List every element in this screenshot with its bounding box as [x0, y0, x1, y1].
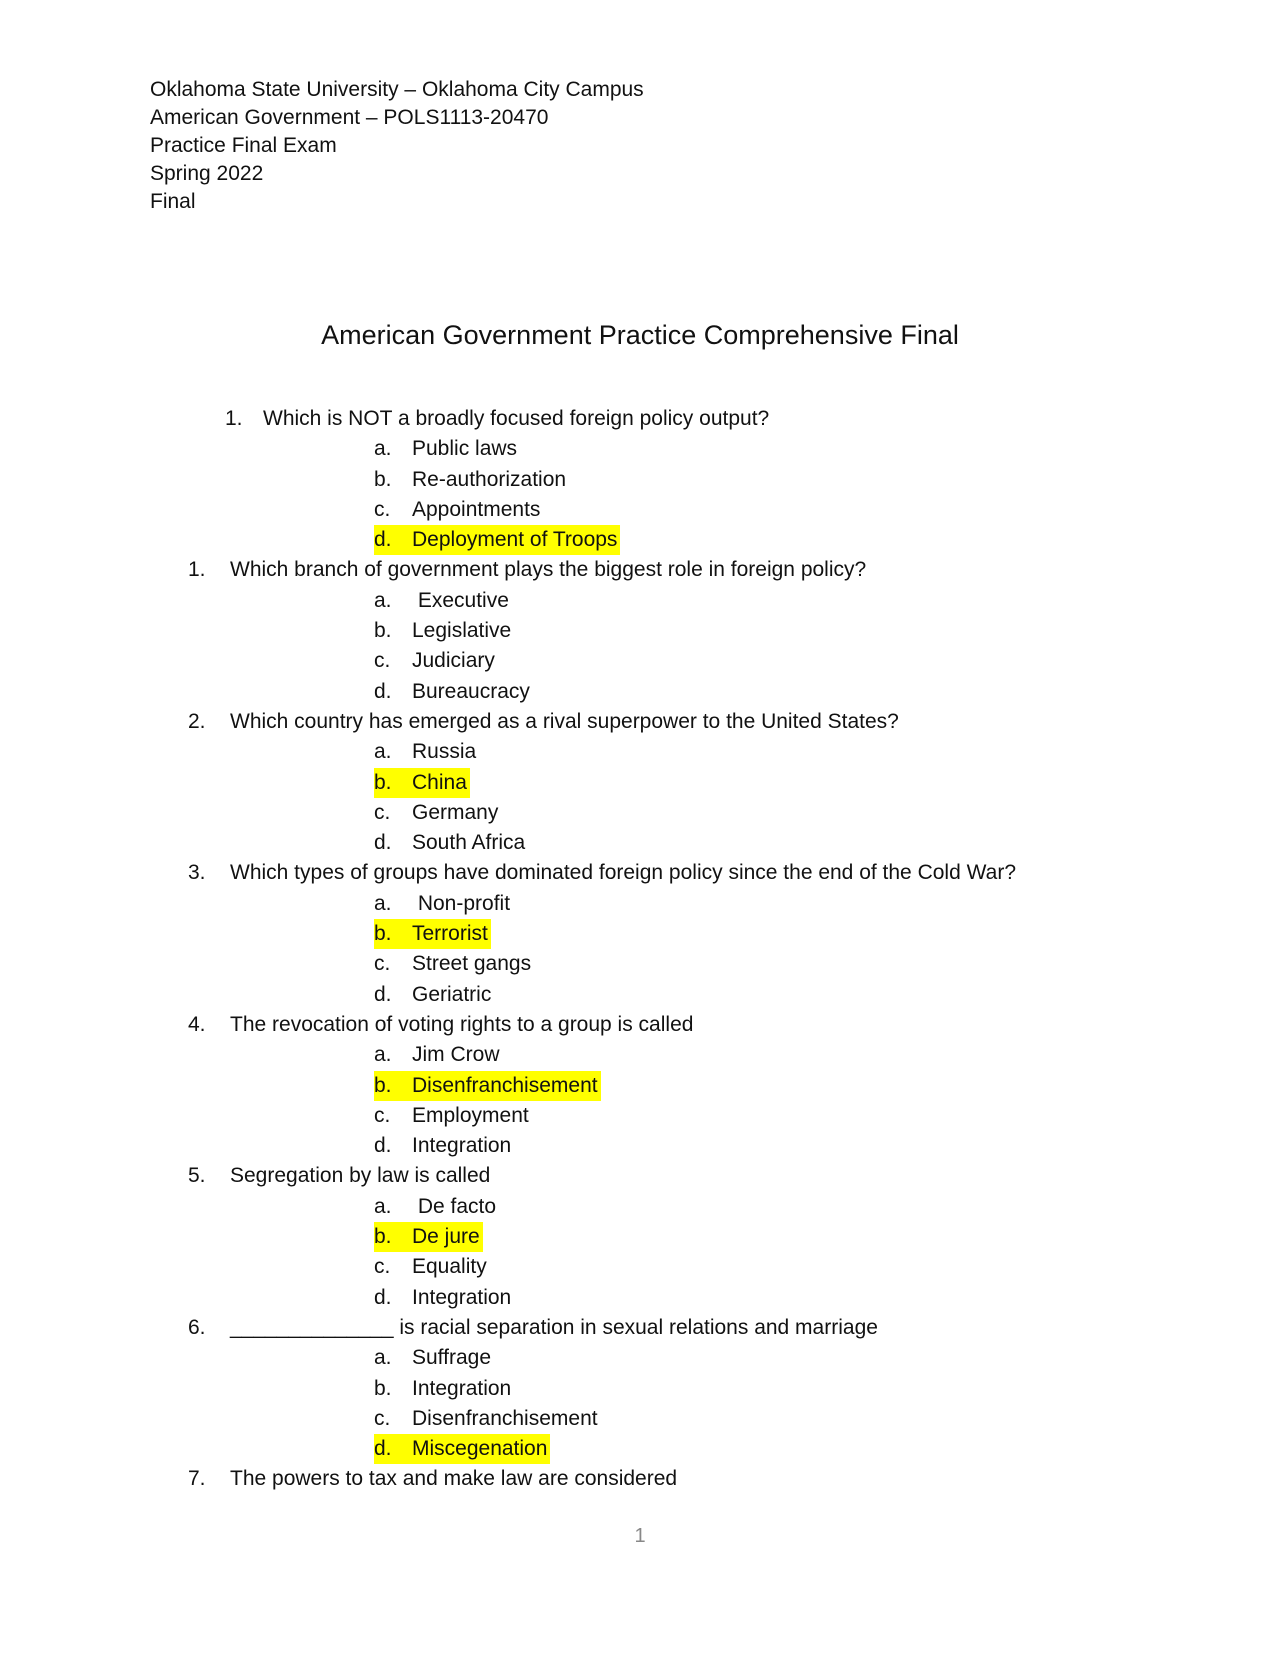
question-text: Which country has emerged as a rival superpower to the United States? — [230, 709, 899, 733]
answer-option-highlighted — [374, 525, 620, 555]
option-text: Integration — [412, 1134, 512, 1158]
option-text: Integration — [412, 1285, 512, 1309]
question-text: The powers to tax and make law are considered — [230, 1467, 678, 1491]
answer-option-row — [0, 919, 1280, 949]
option-text: Public laws — [412, 437, 518, 461]
question-item — [0, 1313, 1280, 1343]
option-text: Integration — [412, 1376, 512, 1400]
answer-option — [374, 434, 520, 464]
answer-option — [374, 646, 498, 676]
option-letter: b. — [374, 1376, 392, 1400]
header-term: Spring 2022 — [150, 162, 264, 185]
option-letter: a. — [374, 437, 392, 461]
question-number: 4. — [188, 1012, 206, 1036]
answer-option — [374, 465, 569, 495]
option-text: Appointments — [412, 497, 541, 521]
option-text: Employment — [412, 1103, 529, 1127]
answer-option-row — [0, 1283, 1280, 1313]
option-letter: a. — [374, 1043, 392, 1067]
question-text: Which branch of government plays the biggest role in foreign policy? — [230, 558, 867, 582]
answer-option-row — [0, 1040, 1280, 1070]
option-letter: d. — [374, 528, 392, 552]
answer-option-row — [0, 768, 1280, 798]
question-text: Which is NOT a broadly focused foreign policy output? — [263, 407, 770, 430]
answer-option-row — [0, 1192, 1280, 1222]
option-text: Germany — [412, 800, 499, 824]
question-text: Segregation by law is called — [230, 1164, 491, 1188]
answer-option-row — [0, 798, 1280, 828]
question-item — [0, 404, 1280, 434]
option-text: Bureaucracy — [412, 679, 530, 703]
answer-option-row — [0, 646, 1280, 676]
answer-option — [374, 1283, 514, 1313]
answer-option-row — [0, 465, 1280, 495]
answer-option — [374, 1040, 503, 1070]
answer-option-row — [0, 980, 1280, 1010]
question-item — [0, 707, 1280, 737]
option-letter: c. — [374, 1103, 391, 1127]
answer-option — [374, 737, 479, 767]
answer-option — [374, 1131, 514, 1161]
question-list — [0, 404, 1280, 1495]
header-institution: Oklahoma State University – Oklahoma City Campus — [150, 78, 644, 101]
option-text: Legislative — [412, 619, 512, 643]
answer-option — [374, 495, 543, 525]
question-text: The revocation of voting rights to a group is called — [230, 1012, 694, 1036]
option-letter: d. — [374, 1285, 392, 1309]
option-text: De jure — [412, 1225, 480, 1249]
answer-option-row — [0, 616, 1280, 646]
answer-option — [374, 980, 494, 1010]
answer-option-highlighted — [374, 768, 470, 798]
answer-option — [374, 828, 528, 858]
option-text: Re-authorization — [412, 467, 567, 491]
answer-option-row — [0, 1101, 1280, 1131]
option-letter: c. — [374, 497, 391, 521]
answer-option-row — [0, 525, 1280, 555]
answer-option-row — [0, 1374, 1280, 1404]
header-course: American Government – POLS1113-20470 — [150, 106, 549, 129]
question-text: ______________ is racial separation in sexual relations and marriage — [230, 1315, 878, 1339]
option-text: Judiciary — [412, 649, 495, 673]
question-number: 6. — [188, 1315, 206, 1339]
answer-option-row — [0, 889, 1280, 919]
answer-option — [374, 616, 514, 646]
option-text: Russia — [412, 740, 477, 764]
answer-option-row — [0, 1404, 1280, 1434]
answer-option-highlighted — [374, 1222, 483, 1252]
answer-option-row — [0, 1222, 1280, 1252]
page-number: 1 — [634, 1525, 646, 1547]
option-letter: a. — [374, 588, 392, 612]
option-letter: c. — [374, 649, 391, 673]
answer-option-row — [0, 586, 1280, 616]
answer-option-highlighted — [374, 1071, 601, 1101]
option-text: Disenfranchisement — [412, 1406, 598, 1430]
option-letter: d. — [374, 1437, 392, 1461]
document-title: American Government Practice Comprehensive Final — [321, 320, 959, 350]
answer-option — [374, 1404, 601, 1434]
option-letter: d. — [374, 679, 392, 703]
document-header — [150, 76, 644, 216]
question-item — [0, 1161, 1280, 1191]
answer-option-row — [0, 737, 1280, 767]
question-item — [0, 555, 1280, 585]
answer-option — [374, 1343, 494, 1373]
answer-option-row — [0, 434, 1280, 464]
option-letter: c. — [374, 1406, 391, 1430]
answer-option-row — [0, 495, 1280, 525]
answer-option-row — [0, 828, 1280, 858]
answer-option — [374, 1374, 514, 1404]
option-letter: b. — [374, 467, 392, 491]
question-item — [0, 858, 1280, 888]
question-number: 1. — [225, 407, 243, 430]
option-letter: a. — [374, 1346, 392, 1370]
question-number: 3. — [188, 861, 206, 885]
answer-option-row — [0, 1252, 1280, 1282]
option-text: Geriatric — [412, 982, 492, 1006]
option-letter: b. — [374, 770, 392, 794]
option-text: Deployment of Troops — [412, 528, 618, 552]
question-number: 1. — [188, 558, 206, 582]
option-text: Miscegenation — [412, 1437, 548, 1461]
answer-option-row — [0, 1434, 1280, 1464]
option-text: Suffrage — [412, 1346, 492, 1370]
option-letter: a. — [374, 740, 392, 764]
answer-option — [374, 677, 533, 707]
option-letter: b. — [374, 619, 392, 643]
option-letter: b. — [374, 1073, 392, 1097]
option-letter: b. — [374, 1225, 392, 1249]
answer-option-highlighted — [374, 1434, 550, 1464]
option-letter: b. — [374, 922, 392, 946]
option-letter: a. — [374, 1194, 392, 1218]
option-text: Equality — [412, 1255, 487, 1279]
answer-option — [374, 586, 512, 616]
option-text: De facto — [412, 1194, 497, 1218]
option-text: Jim Crow — [412, 1043, 500, 1067]
header-exam-type: Practice Final Exam — [150, 134, 337, 157]
option-text: China — [412, 770, 467, 794]
option-text: Terrorist — [412, 922, 488, 946]
answer-option-row — [0, 1071, 1280, 1101]
answer-option — [374, 798, 501, 828]
option-letter: c. — [374, 800, 391, 824]
header-label: Final — [150, 190, 196, 213]
question-item — [0, 1010, 1280, 1040]
question-item — [0, 1464, 1280, 1494]
option-text: Disenfranchisement — [412, 1073, 598, 1097]
answer-option — [374, 949, 534, 979]
question-number: 5. — [188, 1164, 206, 1188]
answer-option-row — [0, 1343, 1280, 1373]
option-text: Non-profit — [412, 891, 511, 915]
option-letter: a. — [374, 891, 392, 915]
option-text: Executive — [412, 588, 509, 612]
option-letter: d. — [374, 1134, 392, 1158]
option-text: Street gangs — [412, 952, 532, 976]
answer-option — [374, 1192, 499, 1222]
answer-option-highlighted — [374, 919, 491, 949]
option-letter: d. — [374, 982, 392, 1006]
option-text: South Africa — [412, 831, 526, 855]
answer-option-row — [0, 949, 1280, 979]
question-number: 7. — [188, 1467, 206, 1491]
answer-option — [374, 1101, 532, 1131]
option-letter: d. — [374, 831, 392, 855]
option-letter: c. — [374, 1255, 391, 1279]
answer-option — [374, 889, 513, 919]
question-text: Which types of groups have dominated foreign policy since the end of the Cold War? — [230, 861, 1016, 885]
question-number: 2. — [188, 709, 206, 733]
answer-option-row — [0, 1131, 1280, 1161]
answer-option — [374, 1252, 490, 1282]
option-letter: c. — [374, 952, 391, 976]
answer-option-row — [0, 677, 1280, 707]
